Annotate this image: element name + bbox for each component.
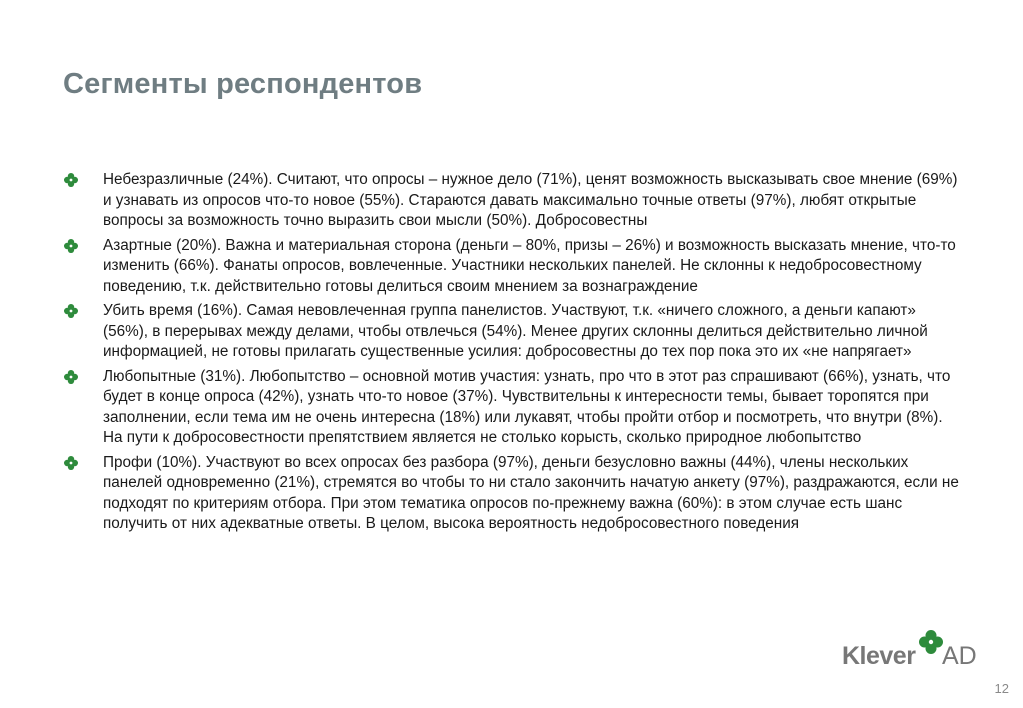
- list-item: [63, 367, 963, 449]
- clover-logo-icon: [917, 628, 945, 656]
- list-item: [63, 301, 963, 363]
- clover-icon: [63, 172, 79, 188]
- klever-ad-logo: [842, 628, 982, 676]
- clover-icon: [63, 369, 79, 385]
- bullet-text: Небезразличные (24%). Считают, что опросы – нужное дело (71%), ценят возможность высказывать свое мнение (69%) и узнавать из опросов что-то новое (55%). Стараются давать максимально точные ответы (97%), любят открытые вопросы за возможность точно выразить свои мысли (50%). Добросовестны: [103, 171, 958, 229]
- logo-suffix: AD: [942, 642, 977, 670]
- list-item: [63, 453, 963, 535]
- list-item: [63, 170, 963, 232]
- clover-icon: [63, 455, 79, 471]
- list-item: [63, 236, 963, 298]
- bullet-text: Азартные (20%). Важна и материальная сторона (деньги – 80%, призы – 26%) и возможность высказать мнение, что-то изменить (66%). Фанаты опросов, вовлеченные. Участники нескольких панелей. Не склонны к недобросовестному поведению, т.к. действительно готовы делиться своим мнением за вознаграждение: [103, 236, 956, 295]
- clover-icon: [63, 303, 79, 319]
- clover-icon: [63, 238, 79, 254]
- segments-list: [63, 170, 963, 539]
- slide-title: Сегменты респондентов: [63, 68, 423, 100]
- logo-name: Klever: [842, 642, 916, 670]
- bullet-text: Профи (10%). Участвуют во всех опросах без разбора (97%), деньги безусловно важны (44%), члены нескольких панелей одновременно (21%), стремятся во чтобы то ни стало закончить начатую анкету (97%), раздражаются, если не подходят по критериям отбора. При этом тематика опросов по-прежнему важна (60%): в этом случае есть шанс получить от них адекватные ответы. В целом, высока вероятность недобросовестного поведения: [103, 453, 959, 532]
- page-number: 12: [994, 681, 1009, 696]
- bullet-text: Убить время (16%). Самая невовлеченная группа панелистов. Участвуют, т.к. «ничего сложного, а деньги капают» (56%), в перерывах между делами, чтобы отвлечься (54%). Менее других склонны делиться действительно личной информацией, не готовы прилагать существенные усилия: добросовестны до тех пор пока это их «не напрягает»: [103, 302, 928, 360]
- bullet-text: Любопытные (31%). Любопытство – основной мотив участия: узнать, про что в этот раз спрашивают (66%), узнать, что будет в конце опроса (42%), узнать что-то новое (37%). Чувствительны к интересности темы, бывает торопятся при заполнении, если тема им не очень интересна (18%) или лукавят, чтобы пройти отбор и посмотреть, что внутри (8%). На пути к добросовестности препятствием является не столько корысть, сколько природное любопытство: [103, 367, 951, 446]
